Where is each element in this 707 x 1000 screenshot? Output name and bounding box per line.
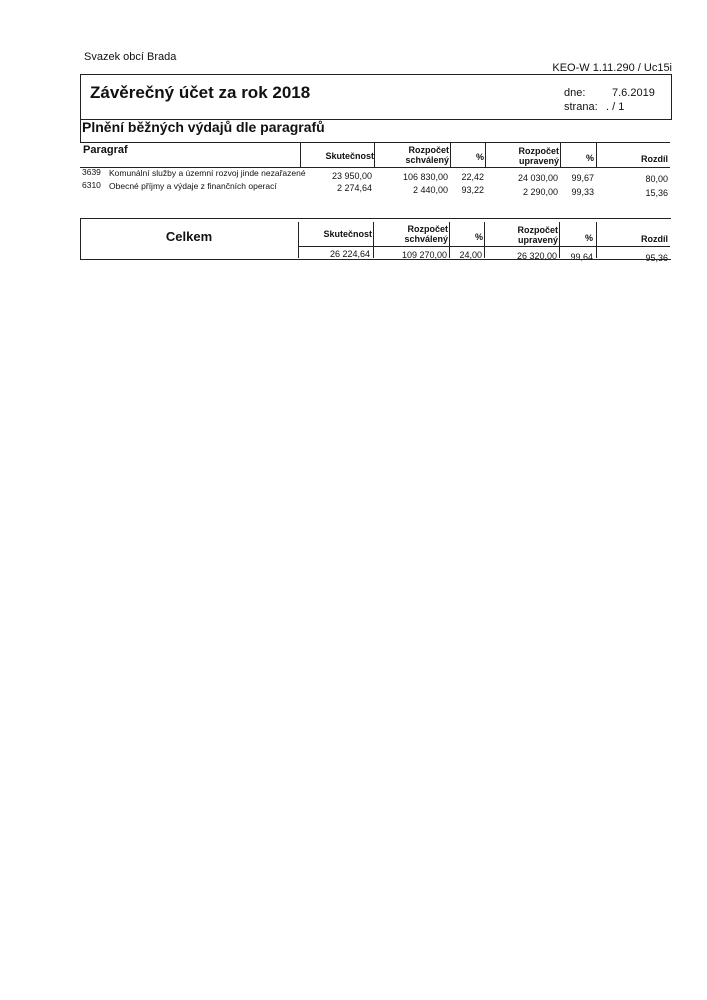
total-pct1: 24,00 — [459, 250, 482, 260]
section-divider — [80, 142, 670, 143]
total-col-header-upraveny-line2: upravený — [517, 235, 558, 245]
total-divider-line — [298, 246, 670, 247]
col-header-schvaleny — [374, 145, 449, 165]
row-name: Komunální služby a územní rozvoj jinde nezařazené — [109, 168, 306, 178]
total-rozdil: 95,36 — [645, 253, 668, 263]
row-pct2: 99,33 — [571, 187, 594, 197]
row-rozdil: 15,36 — [645, 188, 668, 198]
total-upraveny: 26 320,00 — [516, 251, 557, 261]
col-header-schvaleny-line2: schválený — [405, 155, 449, 165]
total-schvaleny: 109 270,00 — [401, 250, 447, 260]
col-header-upraveny — [485, 146, 559, 166]
row-upraveny: 2 290,00 — [522, 187, 558, 197]
date-value: 7.6.2019 — [612, 87, 655, 99]
row-name: Obecné příjmy a výdaje z finančních operací — [109, 181, 277, 191]
report-code: KEO-W 1.11.290 / Uc15i — [552, 62, 672, 74]
organization-name: Svazek obcí Brada — [84, 51, 177, 63]
total-skutecnost: 26 224,64 — [329, 249, 370, 259]
col-header-pct2: % — [585, 153, 594, 163]
col-header-schvaleny-line1: Rozpočet — [408, 145, 449, 155]
date-label: dne: — [564, 87, 586, 99]
col-header-paragraf: Paragraf — [83, 144, 128, 156]
page-title: Závěrečný účet za rok 2018 — [90, 83, 311, 102]
row-skutecnost: 23 950,00 — [331, 171, 372, 181]
total-pct2: 99,64 — [570, 252, 593, 262]
row-pct2: 99,67 — [571, 173, 594, 183]
total-col-header-upraveny-line1: Rozpočet — [517, 225, 558, 235]
col-header-upraveny-line1: Rozpočet — [518, 146, 559, 156]
total-label: Celkem — [165, 229, 213, 244]
total-col-header-schvaleny-line1: Rozpočet — [407, 224, 448, 234]
row-pct1: 22,42 — [461, 172, 484, 182]
col-header-pct1: % — [475, 152, 484, 162]
col-header-upraveny-line2: upravený — [518, 156, 559, 166]
row-skutecnost: 2 274,64 — [336, 183, 372, 193]
row-schvaleny: 106 830,00 — [402, 172, 448, 182]
total-col-header-skutecnost: Skutečnost — [323, 229, 372, 239]
page-value: . / 1 — [606, 101, 625, 113]
row-code: 3639 — [82, 167, 101, 177]
row-upraveny: 24 030,00 — [517, 173, 558, 183]
row-pct1: 93,22 — [461, 185, 484, 195]
section-title: Plnění běžných výdajů dle paragrafů — [82, 119, 325, 135]
col-header-rozdil: Rozdíl — [641, 154, 668, 164]
page-label: strana: — [564, 101, 598, 113]
row-schvaleny: 2 440,00 — [412, 185, 448, 195]
total-col-header-pct2: % — [584, 233, 593, 243]
row-code: 6310 — [82, 180, 101, 190]
total-col-header-upraveny — [484, 225, 558, 245]
total-col-header-pct1: % — [474, 232, 483, 242]
col-header-skutecnost: Skutečnost — [325, 151, 374, 161]
row-rozdil: 80,00 — [645, 174, 668, 184]
total-col-header-rozdil: Rozdíl — [641, 234, 668, 244]
total-col-header-schvaleny-line2: schválený — [404, 234, 448, 244]
total-col-header-schvaleny — [373, 224, 448, 244]
